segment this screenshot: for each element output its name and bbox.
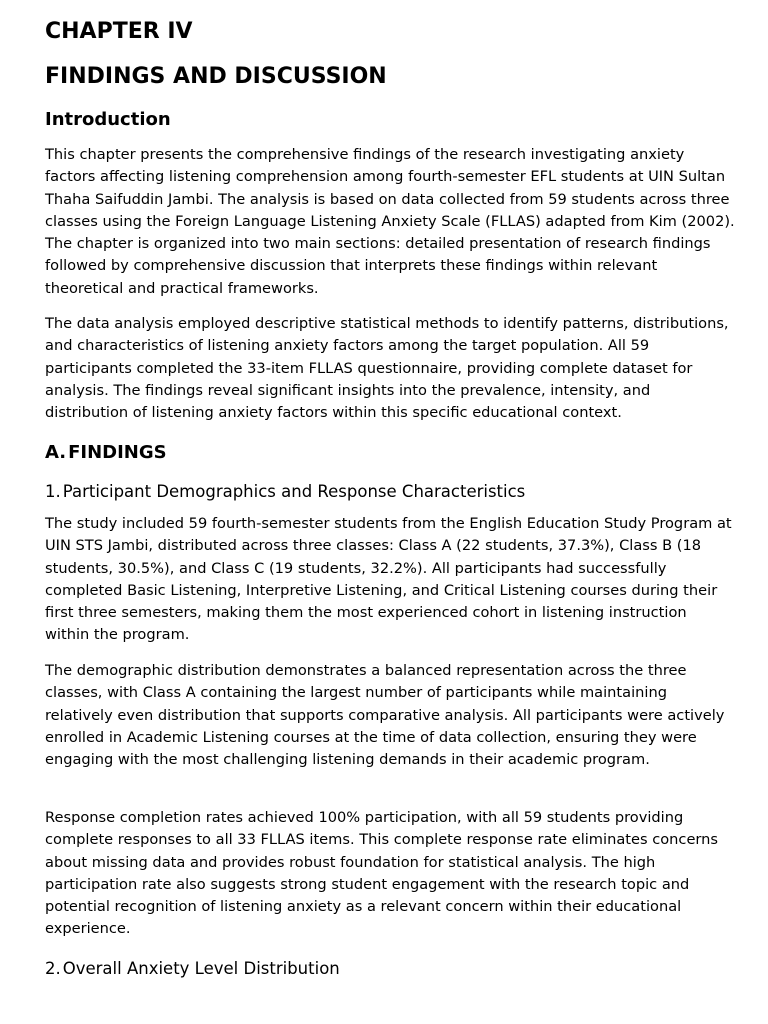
subsection-1-paragraph-1: The study included 59 fourth-semester students from the English Education Study Program at UIN STS Jambi, distributed across three classes: Class A (22 students, 37.3%), Class B (18 students, 30.5%), and Class C (19 students, 32.2%). All participants had successfully completed Basic Listening, Interpretive Listening, and Critical Listening courses during their first three semesters, making them the most experienced cohort in listening instruction within the program.	[45, 515, 732, 644]
introduction-heading: Introduction	[45, 109, 171, 130]
subsection-1-paragraph-3: Response completion rates achieved 100% participation, with all 59 students providing complete responses to all 33 FLLAS items. This complete response rate eliminates concerns about missing data and provides robust foundation for statistical analysis. The high participation rate also suggests strong student engagement with the research topic and potential recognition of listening anxiety as a relevant concern within their educational experience.	[45, 809, 719, 938]
findings-marker: A.	[45, 442, 67, 463]
findings-heading-text: FINDINGS	[68, 442, 167, 463]
subsection-2-marker: 2.	[45, 959, 61, 978]
chapter-label: CHAPTER IV	[45, 19, 193, 44]
subsection-1-marker: 1.	[45, 482, 61, 501]
findings-heading	[45, 441, 167, 465]
introduction-paragraph-2: The data analysis employed descriptive statistical methods to identify patterns, distributions, and characteristics of listening anxiety factors among the target population. All 59 participants completed the 33-item FLLAS questionnaire, providing complete dataset for analysis. The findings reveal significant insights into the prevalence, intensity, and distribution of listening anxiety factors within this specific educational context.	[45, 315, 729, 422]
subsection-2-heading	[45, 958, 340, 980]
subsection-1-paragraph-2: The demographic distribution demonstrates a balanced representation across the three classes, with Class A containing the largest number of participants while maintaining relatively even distribution that supports comparative analysis. All participants were actively enrolled in Academic Listening courses at the time of data collection, ensuring they were engaging with the most challenging listening demands in their academic program.	[45, 662, 725, 769]
subsection-2-heading-text: Overall Anxiety Level Distribution	[62, 959, 340, 978]
chapter-title: FINDINGS AND DISCUSSION	[45, 64, 387, 89]
introduction-paragraph-1: This chapter presents the comprehensive findings of the research investigating anxiety factors affecting listening comprehension among fourth-semester EFL students at UIN Sultan Thaha Saifuddin Jambi. The analysis is based on data collected from 59 students across three classes using the Foreign Language Listening Anxiety Scale (FLLAS) adapted from Kim (2002). The chapter is organized into two main sections: detailed presentation of research findings followed by comprehensive discussion that interprets these findings within relevant theoretical and practical frameworks.	[45, 146, 735, 297]
subsection-1-heading-text: Participant Demographics and Response Characteristics	[62, 482, 526, 501]
subsection-1-heading	[45, 481, 525, 503]
